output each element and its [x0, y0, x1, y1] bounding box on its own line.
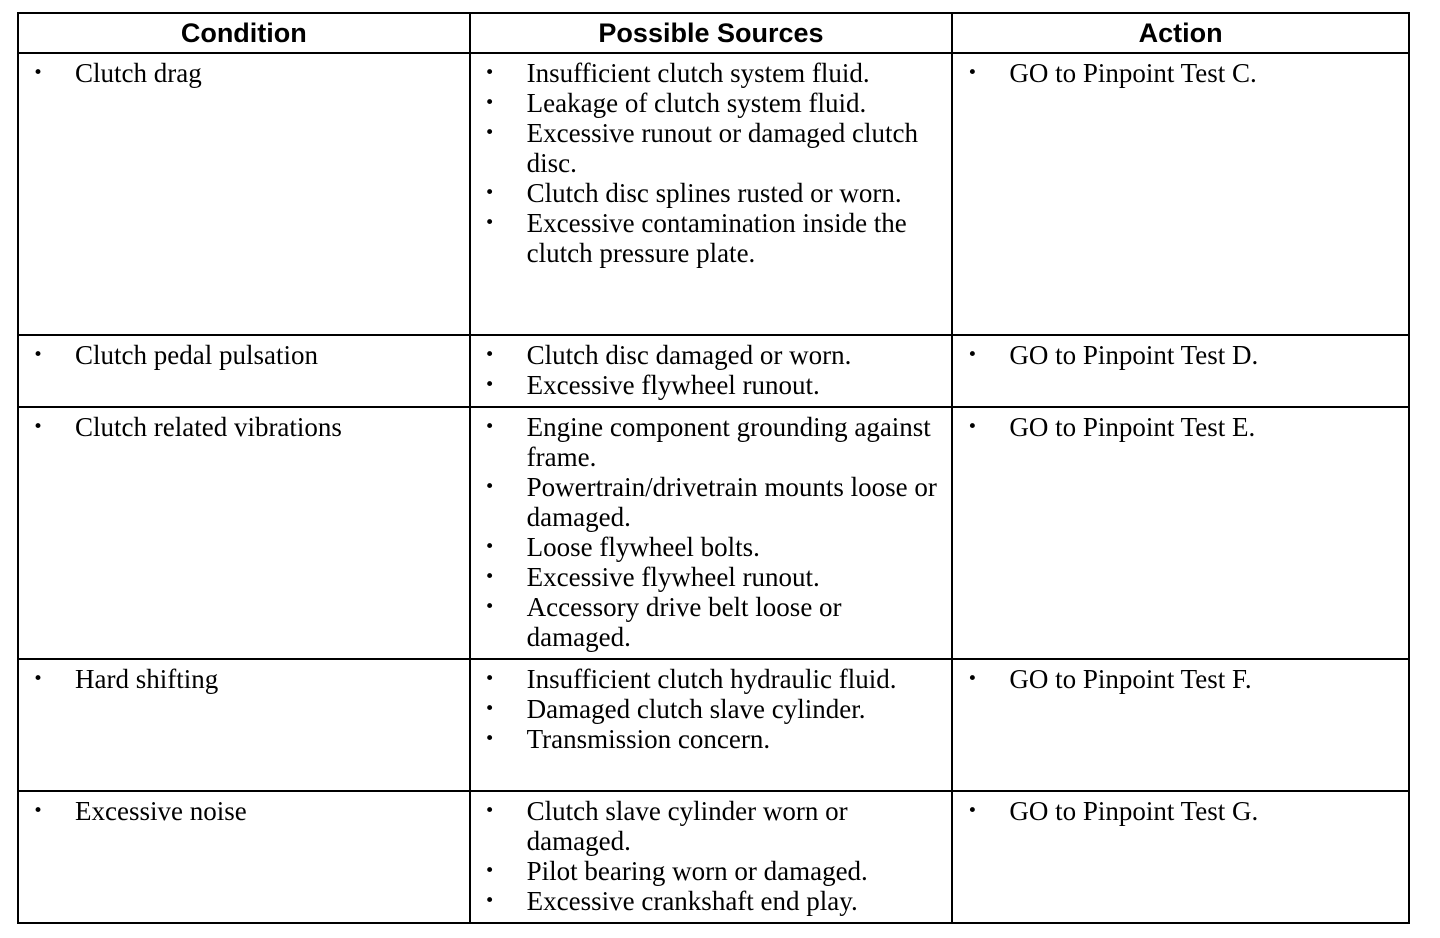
condition-text: • Clutch related vibrations [19, 412, 469, 442]
source-item: • Excessive runout or damaged clutch disc. [471, 118, 952, 178]
source-item: • Clutch disc splines rusted or worn. [471, 178, 952, 208]
source-item: • Excessive flywheel runout. [471, 370, 952, 400]
source-item: • Engine component grounding against frame. [471, 412, 952, 472]
table-row [18, 407, 1409, 659]
condition-cell [18, 791, 470, 923]
source-item: • Leakage of clutch system fluid. [471, 88, 952, 118]
source-item: • Excessive contamination inside the clutch pressure plate. [471, 208, 952, 268]
source-item: • Insufficient clutch system fluid. [471, 58, 952, 88]
source-item: • Powertrain/drivetrain mounts loose or damaged. [471, 472, 952, 532]
table-row [18, 791, 1409, 923]
table-row [18, 53, 1409, 335]
condition-text: • Clutch pedal pulsation [19, 340, 469, 370]
action-cell [952, 335, 1409, 407]
action-text: • GO to Pinpoint Test D. [953, 340, 1408, 370]
action-cell [952, 407, 1409, 659]
source-item: • Clutch disc damaged or worn. [471, 340, 952, 370]
sources-cell [470, 407, 953, 659]
source-item: • Clutch slave cylinder worn or damaged. [471, 796, 952, 856]
source-item: • Loose flywheel bolts. [471, 532, 952, 562]
sources-header: Possible Sources [470, 13, 953, 53]
action-cell [952, 659, 1409, 791]
condition-text: • Excessive noise [19, 796, 469, 826]
condition-header: Condition [18, 13, 470, 53]
condition-text: • Hard shifting [19, 664, 469, 694]
condition-cell [18, 335, 470, 407]
action-text: • GO to Pinpoint Test C. [953, 58, 1408, 88]
sources-cell [470, 659, 953, 791]
source-item: • Damaged clutch slave cylinder. [471, 694, 952, 724]
header-row [18, 13, 1409, 53]
condition-cell [18, 407, 470, 659]
action-text: • GO to Pinpoint Test G. [953, 796, 1408, 826]
condition-cell [18, 53, 470, 335]
source-item: • Pilot bearing worn or damaged. [471, 856, 952, 886]
source-item: • Accessory drive belt loose or damaged. [471, 592, 952, 652]
sources-cell [470, 791, 953, 923]
action-cell [952, 791, 1409, 923]
sources-cell [470, 335, 953, 407]
action-header: Action [952, 13, 1409, 53]
condition-cell [18, 659, 470, 791]
source-item: • Transmission concern. [471, 724, 952, 754]
action-cell [952, 53, 1409, 335]
action-text: • GO to Pinpoint Test E. [953, 412, 1408, 442]
table-row [18, 335, 1409, 407]
source-item: • Excessive crankshaft end play. [471, 886, 952, 916]
source-item: • Insufficient clutch hydraulic fluid. [471, 664, 952, 694]
sources-cell [470, 53, 953, 335]
diagnosis-table [17, 12, 1410, 924]
source-item: • Excessive flywheel runout. [471, 562, 952, 592]
action-text: • GO to Pinpoint Test F. [953, 664, 1408, 694]
table-row [18, 659, 1409, 791]
condition-text: • Clutch drag [19, 58, 469, 88]
